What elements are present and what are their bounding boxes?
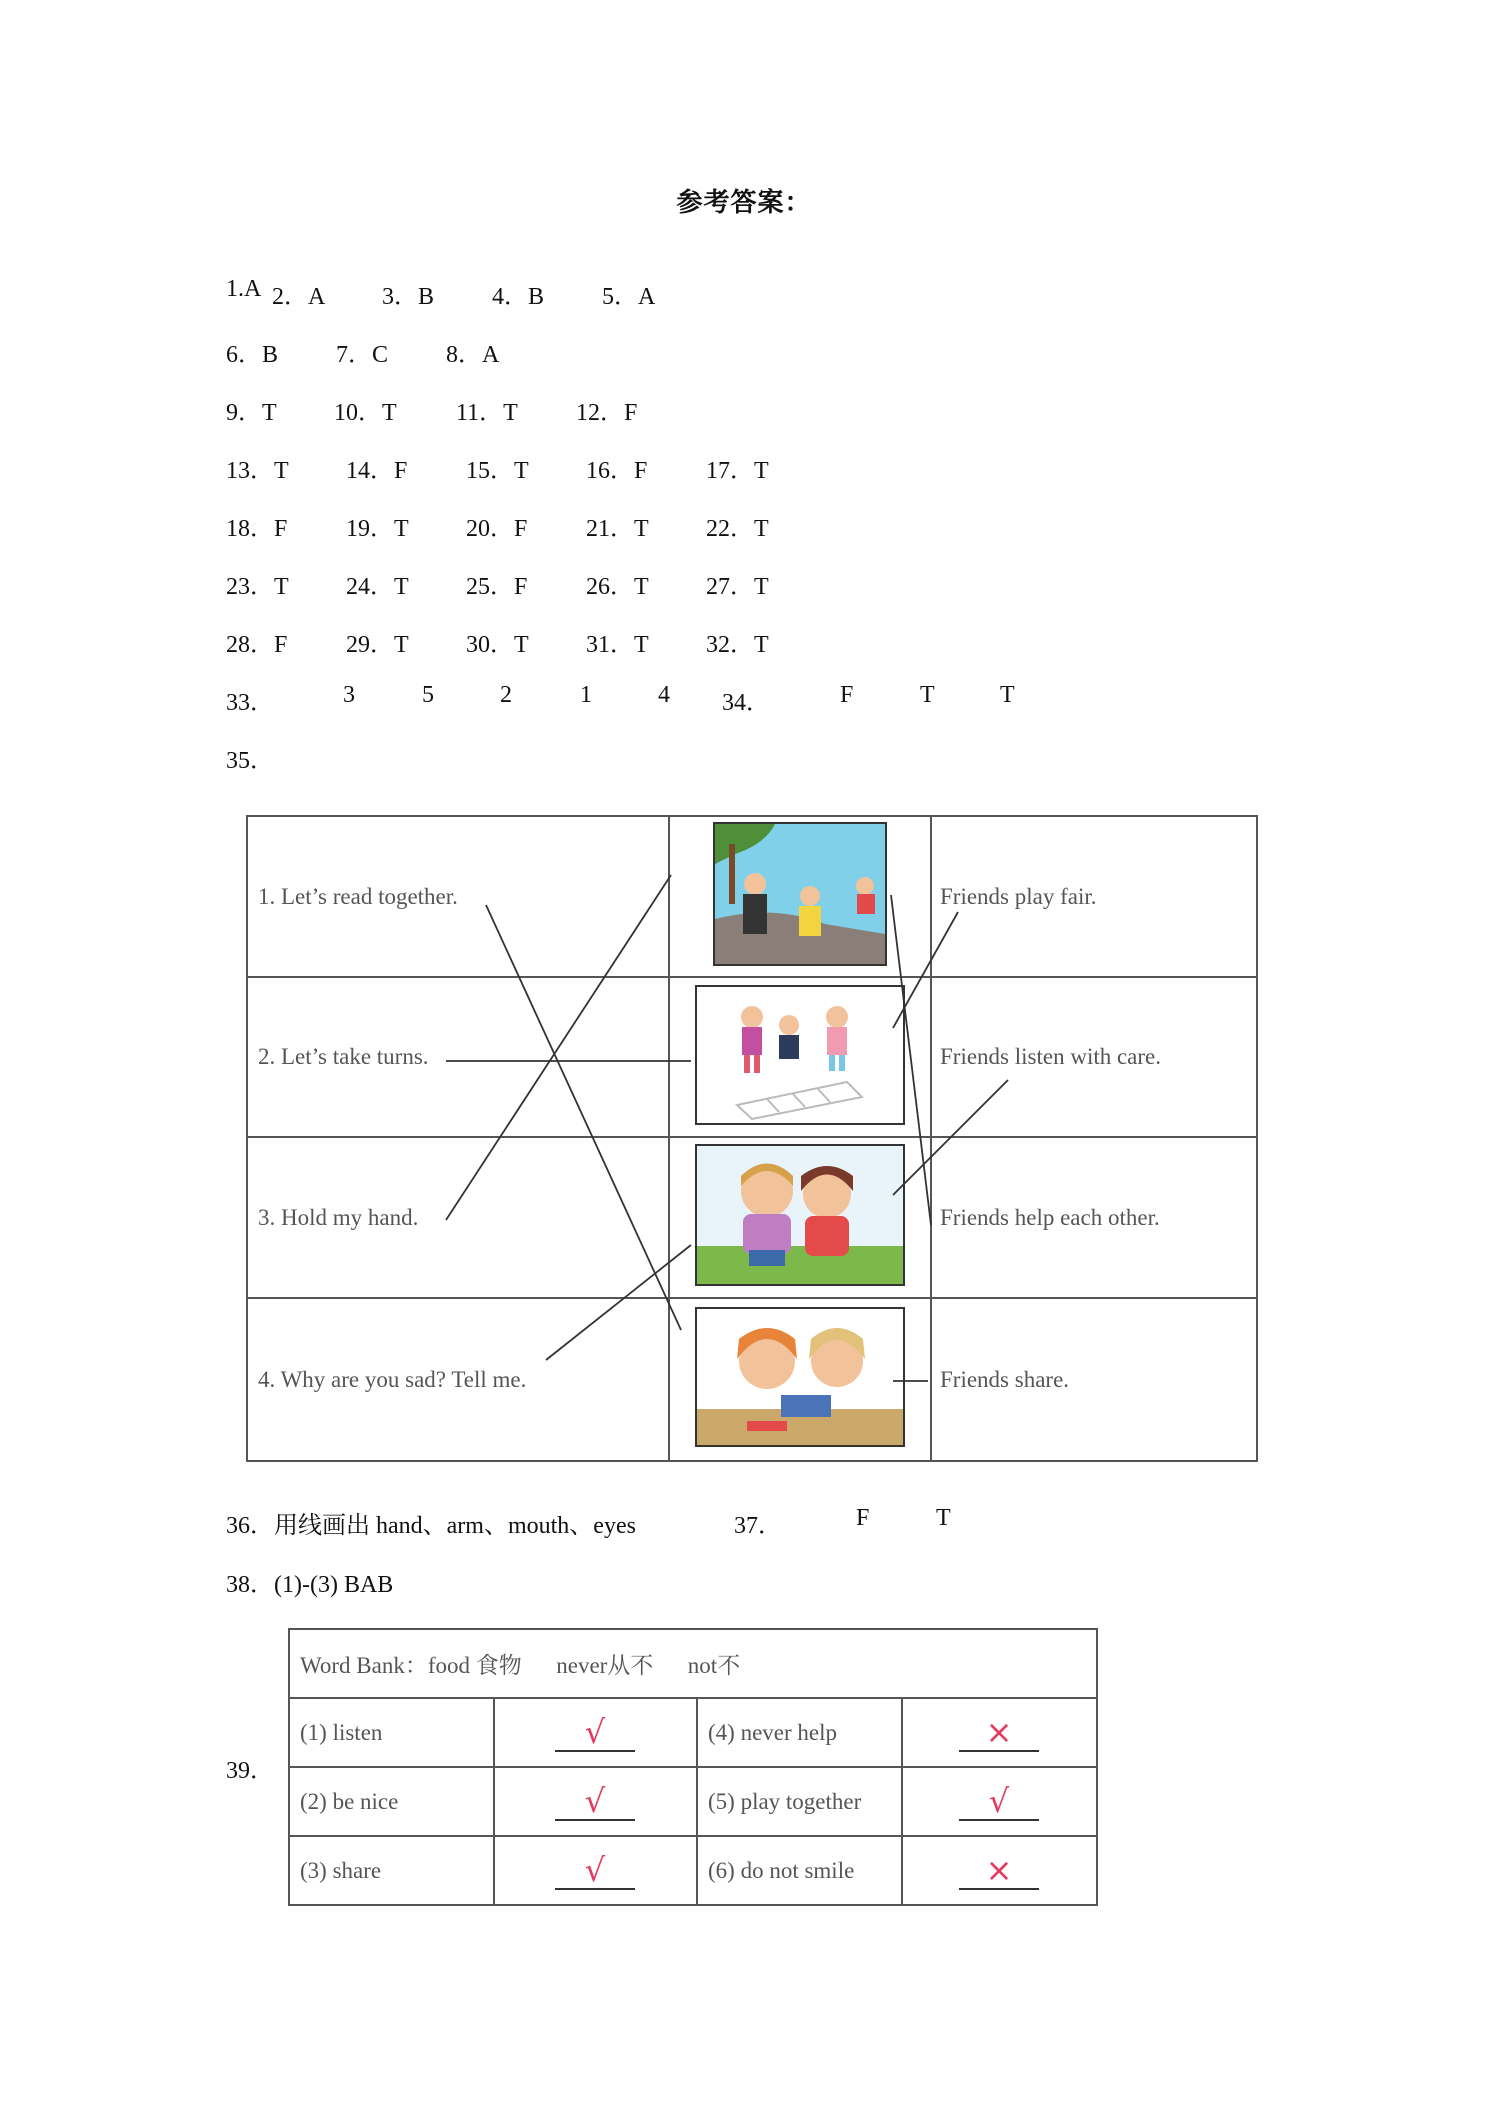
answer-item: 8．A <box>446 342 500 368</box>
girls-comforting-image <box>695 1144 905 1286</box>
answer-item: 15．T <box>466 458 529 484</box>
answer-item: 14．F <box>346 458 408 484</box>
check-mark: √ <box>555 1852 635 1890</box>
wordbank-item: (2) be nice <box>289 1767 494 1836</box>
answer-item: T <box>1000 682 1015 708</box>
answer-item: 19．T <box>346 516 409 542</box>
check-mark: √ <box>959 1783 1039 1821</box>
answer-item: 22．T <box>706 516 769 542</box>
answer-37-a: F <box>856 1505 870 1531</box>
answer-item: 33． <box>226 690 274 716</box>
answer-item: 13．T <box>226 458 289 484</box>
answer-item: 9．T <box>226 400 277 426</box>
check-mark: √ <box>555 1783 635 1821</box>
answer-item: 18．F <box>226 516 288 542</box>
question-35-label: 35． <box>226 748 274 774</box>
answer-item: 3．B <box>382 284 435 310</box>
question-39-label: 39． <box>226 1758 274 1784</box>
answer-item: 16．F <box>586 458 648 484</box>
answer-37-label: 37． <box>734 1513 782 1539</box>
answer-item: 23．T <box>226 574 289 600</box>
answer-item: 28．F <box>226 632 288 658</box>
cross-mark: × <box>959 1714 1039 1752</box>
answer-item: 3 <box>343 682 355 708</box>
result-4: Friends share. <box>931 1298 1257 1461</box>
answer-36: 36．用线画出 hand、arm、mouth、eyes <box>226 1513 636 1539</box>
answer-38: 38．(1)-(3) BAB <box>226 1572 394 1598</box>
answer-item: 17．T <box>706 458 769 484</box>
sentence-2: 2. Let’s take turns. <box>247 977 669 1137</box>
children-hopscotch-image <box>695 985 905 1125</box>
answer-item: 1 <box>580 682 592 708</box>
answer-item: 2 <box>500 682 512 708</box>
answer-item: 34． <box>722 690 770 716</box>
check-mark: √ <box>555 1714 635 1752</box>
wordbank-item: (3) share <box>289 1836 494 1905</box>
sentence-3: 3. Hold my hand. <box>247 1137 669 1298</box>
sentence-1: 1. Let’s read together. <box>247 816 669 977</box>
wordbank-item: (4) never help <box>697 1698 902 1767</box>
answer-item: T <box>920 682 935 708</box>
answer-item: 1.A <box>226 276 262 302</box>
answer-item: 31．T <box>586 632 649 658</box>
answer-item: 24．T <box>346 574 409 600</box>
wordbank-item: (5) play together <box>697 1767 902 1836</box>
cross-mark: × <box>959 1852 1039 1890</box>
answer-item: 21．T <box>586 516 649 542</box>
girls-reading-image <box>695 1307 905 1447</box>
sentence-4: 4. Why are you sad? Tell me. <box>247 1298 669 1461</box>
answer-item: 2．A <box>272 284 326 310</box>
wordbank-item: (6) do not smile <box>697 1836 902 1905</box>
answer-item: 25．F <box>466 574 528 600</box>
answer-item: 32．T <box>706 632 769 658</box>
result-3: Friends help each other. <box>931 1137 1257 1298</box>
answer-item: 7．C <box>336 342 389 368</box>
answer-item: 4．B <box>492 284 545 310</box>
answer-item: 29．T <box>346 632 409 658</box>
answer-item: 27．T <box>706 574 769 600</box>
answer-item: 30．T <box>466 632 529 658</box>
result-1: Friends play fair. <box>931 816 1257 977</box>
word-bank-header: Word Bank：food 食物 never从不 not不 <box>289 1629 1097 1698</box>
page-title: 参考答案： <box>676 188 812 218</box>
answer-item: 10．T <box>334 400 397 426</box>
answer-item: 20．F <box>466 516 528 542</box>
children-by-water-image <box>713 822 887 966</box>
answer-item: 6．B <box>226 342 279 368</box>
answer-item: F <box>840 682 854 708</box>
answer-item: 26．T <box>586 574 649 600</box>
answer-37-b: T <box>936 1505 951 1531</box>
word-bank-table <box>288 1628 1098 1904</box>
answer-item: 5 <box>422 682 434 708</box>
answer-item: 5．A <box>602 284 656 310</box>
answer-item: 12．F <box>576 400 638 426</box>
wordbank-item: (1) listen <box>289 1698 494 1767</box>
answer-item: 4 <box>658 682 670 708</box>
result-2: Friends listen with care. <box>931 977 1257 1137</box>
answer-item: 11．T <box>456 400 518 426</box>
matching-table <box>246 815 1258 1460</box>
